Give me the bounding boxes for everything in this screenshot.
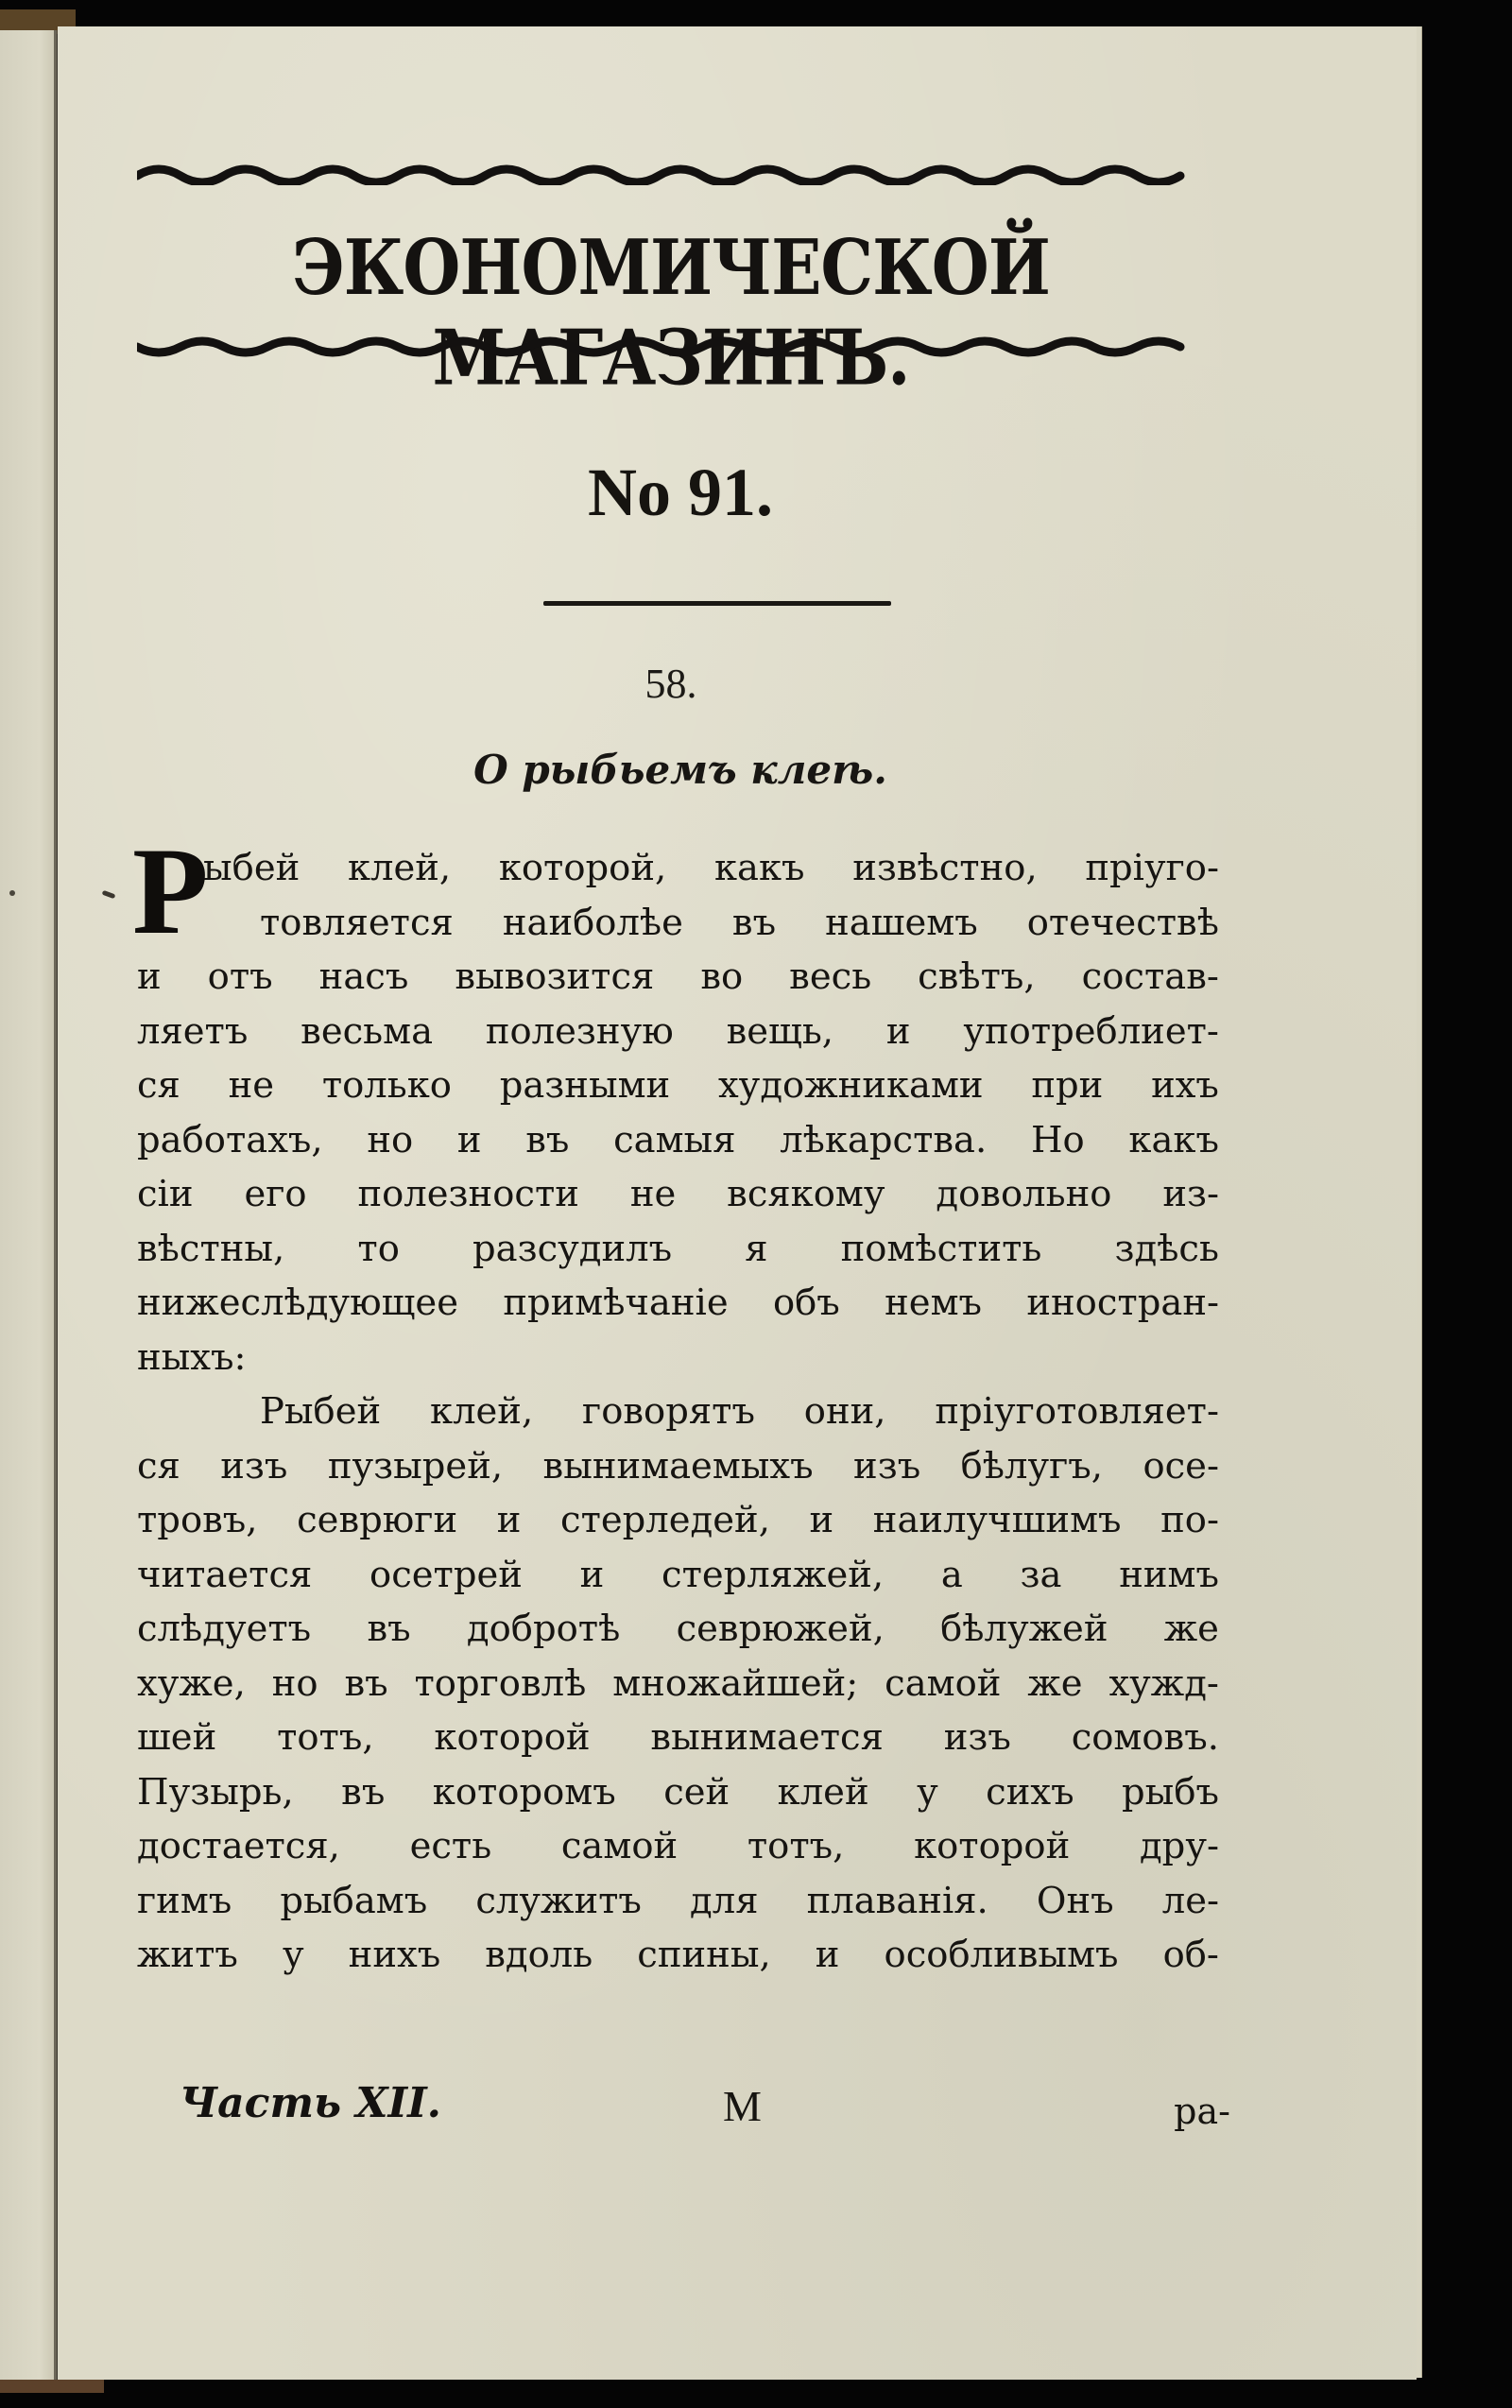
text-line: хуже, но въ торговлѣ множайшей; самой же хужд- <box>137 1661 1219 1705</box>
text-line: ляетъ весьма полезную вещь, и употреблиет- <box>137 1009 1219 1053</box>
signature-part: Часть XII. <box>180 2079 441 2127</box>
wave-ornament-icon <box>137 335 1195 360</box>
text-line: товляется наиболѣе въ нашемъ отечествѣ <box>260 901 1219 944</box>
text-line: слѣдуетъ въ добротѣ севрюжей, бѣлужей же <box>137 1608 1219 1650</box>
paragraph-2 <box>137 1385 1219 1983</box>
text-line: вѣстны, то разсудилъ я помѣстить здѣсь <box>137 1227 1219 1270</box>
text-line: ся не только разными художниками при ихъ <box>137 1064 1219 1107</box>
issue-number: No 91. <box>588 455 773 530</box>
article-number: 58. <box>644 661 697 707</box>
signature-letter: М <box>723 2082 762 2130</box>
wave-ornament-icon <box>137 161 1195 185</box>
article-title: О рыбьемъ клеѣ. <box>473 747 887 793</box>
text-line: гимъ рыбамъ служитъ для плаванія. Онъ ле- <box>137 1879 1219 1922</box>
text-line: нижеслѣдующее примѣчаніе объ немъ иностран- <box>137 1281 1219 1324</box>
margin-speck <box>9 890 15 896</box>
text-line: читается осетрей и стерляжей, а за нимъ <box>137 1553 1219 1596</box>
text-line: ыбей клей, которой, какъ извѣстно, пріуго- <box>203 847 1219 889</box>
text-line: достается, есть самой тотъ, которой дру- <box>137 1825 1219 1867</box>
ornamental-rule-top <box>137 161 1195 185</box>
masthead-title: ЭКОНОМИЧЕСКОЙ МАГАЗИНЪ. <box>292 222 1050 403</box>
text-line: Рыбей клей, говорятъ они, пріуготовляет- <box>260 1390 1219 1433</box>
horizontal-rule <box>543 601 891 606</box>
page-footer <box>137 2079 1230 2136</box>
article-body <box>137 841 1219 1983</box>
drop-cap: Р <box>132 821 209 960</box>
facing-page-edge <box>0 30 57 2382</box>
text-line: шей тотъ, которой вынимается изъ сомовъ. <box>137 1716 1219 1759</box>
binding-edge-bottom <box>0 2380 104 2393</box>
text-line: работахъ, но и въ самыя лѣкарства. Но какъ <box>137 1118 1219 1161</box>
text-line: сіи его полезности не всякому довольно из- <box>137 1173 1219 1215</box>
text-line: житъ у нихъ вдоль спины, и особливымъ об- <box>137 1934 1219 1976</box>
paragraph-1 <box>137 841 1219 1385</box>
text-line: и отъ насъ вывозится во весь свѣтъ, состав- <box>137 955 1219 998</box>
catchword: ра- <box>1174 2090 1230 2132</box>
text-line: ныхъ: <box>137 1335 247 1379</box>
text-line: ся изъ пузырей, вынимаемыхъ изъ бѣлугъ, осе- <box>137 1444 1219 1488</box>
ornamental-rule-bottom <box>137 335 1195 360</box>
text-line: тровъ, севрюги и стерледей, и наилучшимъ по- <box>137 1499 1219 1541</box>
text-line: Пузырь, въ которомъ сей клей у сихъ рыбъ <box>137 1770 1219 1814</box>
